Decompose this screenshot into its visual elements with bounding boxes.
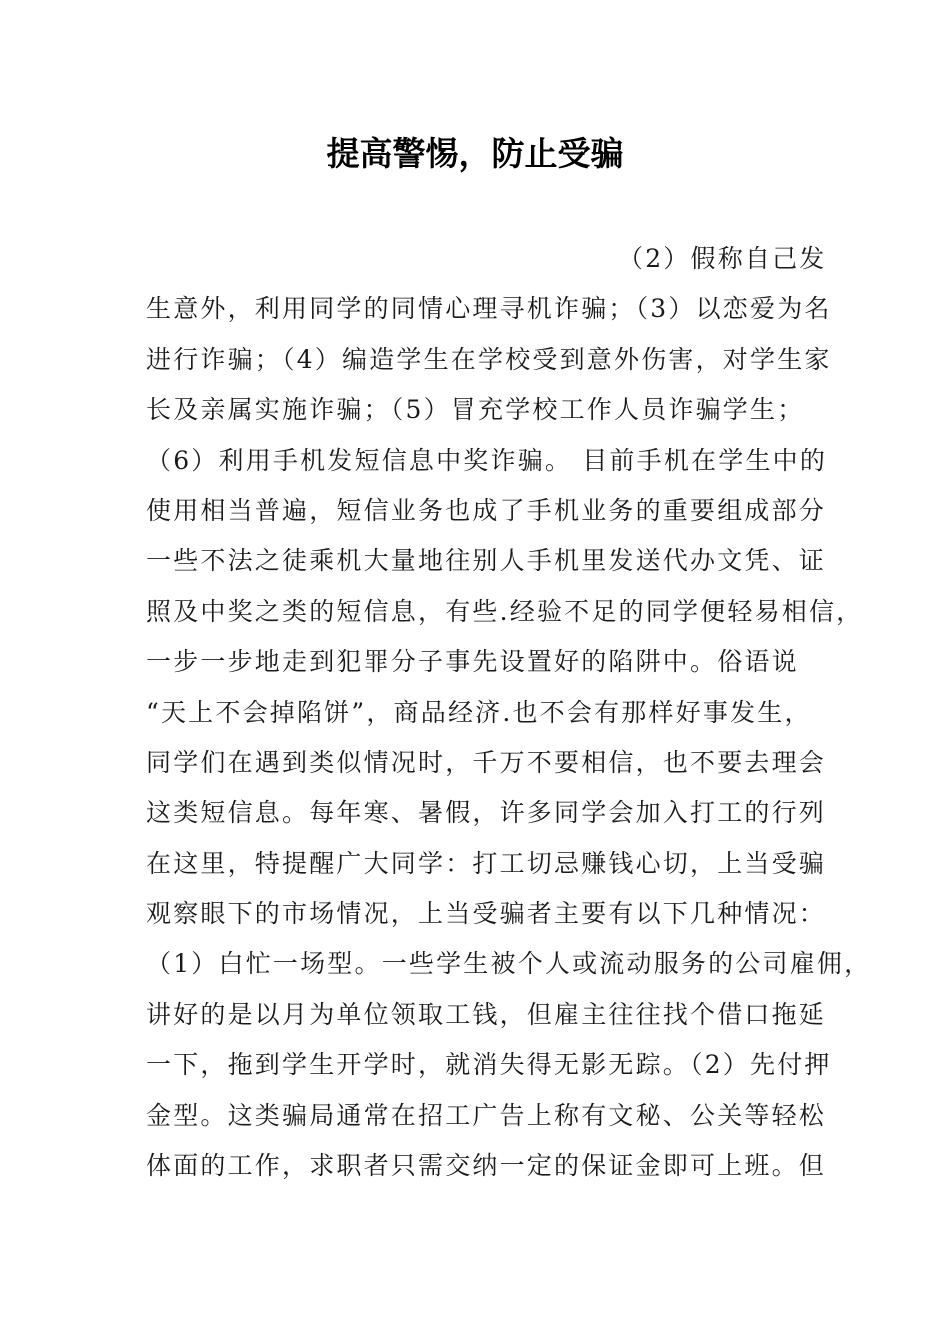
body-line: 使用相当普遍，短信业务也成了手机业务的重要组成部分	[146, 495, 827, 525]
body-line: 观察眼下的市场情况，上当受骗者主要有以下几种情况：	[146, 899, 827, 929]
body-line: 一些不法之徒乘机大量地往别人手机里发送代办文凭、证	[146, 546, 827, 576]
body-line: 一下，拖到学生开学时，就消失得无影无踪。（2）先付押	[146, 1050, 832, 1080]
body-line: “天上不会掉陷饼”，商品经济.也不会有那样好事发生，	[146, 697, 812, 727]
body-line: 生意外，利用同学的同情心理寻机诈骗；（3）以恋爱为名	[146, 294, 832, 324]
body-line: 这类短信息。每年寒、暑假，许多同学会加入打工的行列	[146, 798, 827, 828]
document-body	[146, 234, 872, 1191]
body-line: 在这里，特提醒广大同学：打工切忌赚钱心切，上当受骗	[146, 848, 827, 878]
document-title: 提高警惕，防止受骗	[326, 134, 624, 173]
body-line: 长及亲属实施诈骗；（5）冒充学校工作人员诈骗学生；	[146, 395, 805, 425]
body-line: 体面的工作，求职者只需交纳一定的保证金即可上班。但	[146, 1151, 827, 1181]
body-line: 进行诈骗；（4）编造学生在学校受到意外伤害，对学生家	[146, 344, 832, 374]
body-line: （2）假称自己发	[618, 244, 827, 273]
body-line: 一步一步地走到犯罪分子事先设置好的陷阱中。俗语说	[146, 647, 799, 677]
body-line: 讲好的是以月为单位领取工钱，但雇主往往找个借口拖延	[146, 999, 827, 1029]
body-line: （6）利用手机发短信息中奖诈骗。 目前手机在学生中的	[146, 445, 828, 475]
body-line: 同学们在遇到类似情况时，千万不要相信，也不要去理会	[146, 747, 827, 777]
body-line: 金型。这类骗局通常在招工广告上称有文秘、公关等轻松	[146, 1100, 827, 1130]
body-line: （1）白忙一场型。一些学生被个人或流动服务的公司雇佣，	[146, 949, 872, 979]
body-line: 照及中奖之类的短信息，有些.经验不足的同学便轻易相信，	[146, 596, 864, 626]
